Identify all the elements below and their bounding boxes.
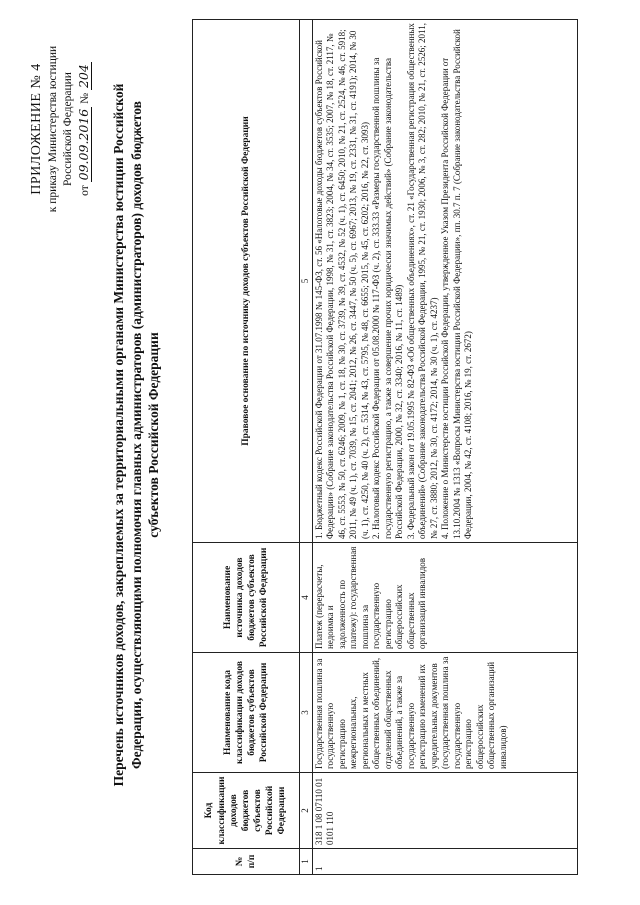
number-prefix: № [79,92,92,104]
legal-basis-item: 1. Бюджетный кодекс Российской Федерации от 31.07.1998 № 145-ФЗ, ст. 56 «Налоговые доходы бюджетов субъектов Российской Федерации» (Собрание законодательства Российской Федерации, 1998, № 31, ст. 3823; 2004, № 34, ст. 3535; 2007, № 18, ст. 2117, № 46, ст. 5553, № 50, ст. 6246; 2009, № 1, ст. 18, № 30, ст. 3739, № 39, ст. 4532, № 52 (ч. 1), ст. 6450; 2010, № 21, ст. 2524, № 46, ст. 5918; 2011, № 49 (ч. 1), ст. 7039, № 15, ст. 2041; 2012, № 26, ст. 3447, № 50 (ч. 5), ст. 6967; 2013, № 19, ст. 2331, № 31, ст. 4191); 2014, № 30 (ч. 1), ст. 4250, № 40 (ч. 2), ст. 5314, № 43, ст. 5795, № 48, ст. 6655; 2015, № 45, ст. 6202; 2016, № 22, ст. 3093) [313,29,370,539]
column-number: 3 [300,653,313,773]
table-header-row [193,20,300,875]
appendix-line-2: Российской Федерации [62,72,75,186]
row-code: 318 1 08 07110 01 0101 110 [312,773,577,849]
row-code-name: Государственная пошлина за государственную регистрацию межрегиональных, региональных и местных общественных объединений, отделений общественных объединений, а также за государственную регистрацию изменений их учредительных документов (государственная пошлина за государственную регистрацию общероссийских общественных организаций инвалидов) [312,653,577,773]
column-number: 1 [300,849,313,875]
appendix-block [28,14,93,244]
header-code: Код классификации доходов бюджетов субъектов Российской Федерации [193,773,300,849]
column-number: 5 [300,20,313,543]
legal-basis-item: 3. Федеральный закон от 19.05.1995 № 82-ФЗ «Об общественных объединениях», ст. 21 «Государственная регистрация общественных объединений» (Собрание законодательства Российской Федерации, 1995, № 21, ст. 1930; 2006, № 3, ст. 282; 2010, № 21, ст. 2526; 2011, № 27, ст. 3880; 2012, № 30, ст. 4172; 2014, № 30 (ч. 1), ст. 4237) [405,23,439,539]
column-number: 2 [300,773,313,849]
legal-basis-item: 4. Положение о Министерстве юстиции Российской Федерации, утвержденное Указом Президента Российской Федерации от 13.10.2004 № 1313 «Вопросы Министерства юстиции Российской Федерации», пп. 30.7 п. 7 (Собрание законодательства Российской Федерации, 2004, № 42, ст. 4108; 2016, № 19, ст. 2672) [440,29,474,539]
header-code-name: Наименование кода классификации доходов бюджетов субъектов Российской Федерации [193,653,300,773]
appendix-date-line [76,14,93,244]
header-source-name: Наименование источника доходов бюджетов субъектов Российской Федерации [193,543,300,653]
header-number: № п/п [193,849,300,875]
revenue-sources-table [192,19,578,875]
table-row [312,20,577,875]
date-prefix: от [79,185,92,196]
handwritten-date: 09.09.2016 [76,108,92,181]
row-source-name: Платеж (перерасчеты, недоимка и задолженность по платежу): государственная пошлина за государственную регистрацию общероссийских общественных организаций инвалидов [312,543,577,653]
handwritten-order-number: 204 [76,64,92,89]
row-number: 1 [312,849,577,875]
document-title: Перечень источников доходов, закрепляемых за территориальными органами Министерства юстиции Российской Федерации, осуществляющими полномочия главных администраторов (администраторов) доходов бюджетов субъектов Российской Федерации [111,83,162,787]
column-number: 4 [300,543,313,653]
column-numbers-row [300,20,313,875]
legal-basis-item: 2. Налоговый кодекс Российской Федерации от 05.08.2000 № 117-ФЗ (ч. 2), ст. 333.33 «Размеры государственной пошлины за государственную регистрацию, а также за совершение прочих юридически значимых действий» (Собрание законодательства Российской Федерации, 2000, № 32, ст. 3340; 2016, № 11, ст. 1489) [371,57,405,539]
appendix-number: ПРИЛОЖЕНИЕ № 4 [29,63,44,195]
header-legal-basis: Правовое основание по источнику доходов субъектов Российской Федерации [193,20,300,543]
row-legal-basis [312,20,577,543]
appendix-line-1: к приказу Министерства юстиции [47,45,60,213]
